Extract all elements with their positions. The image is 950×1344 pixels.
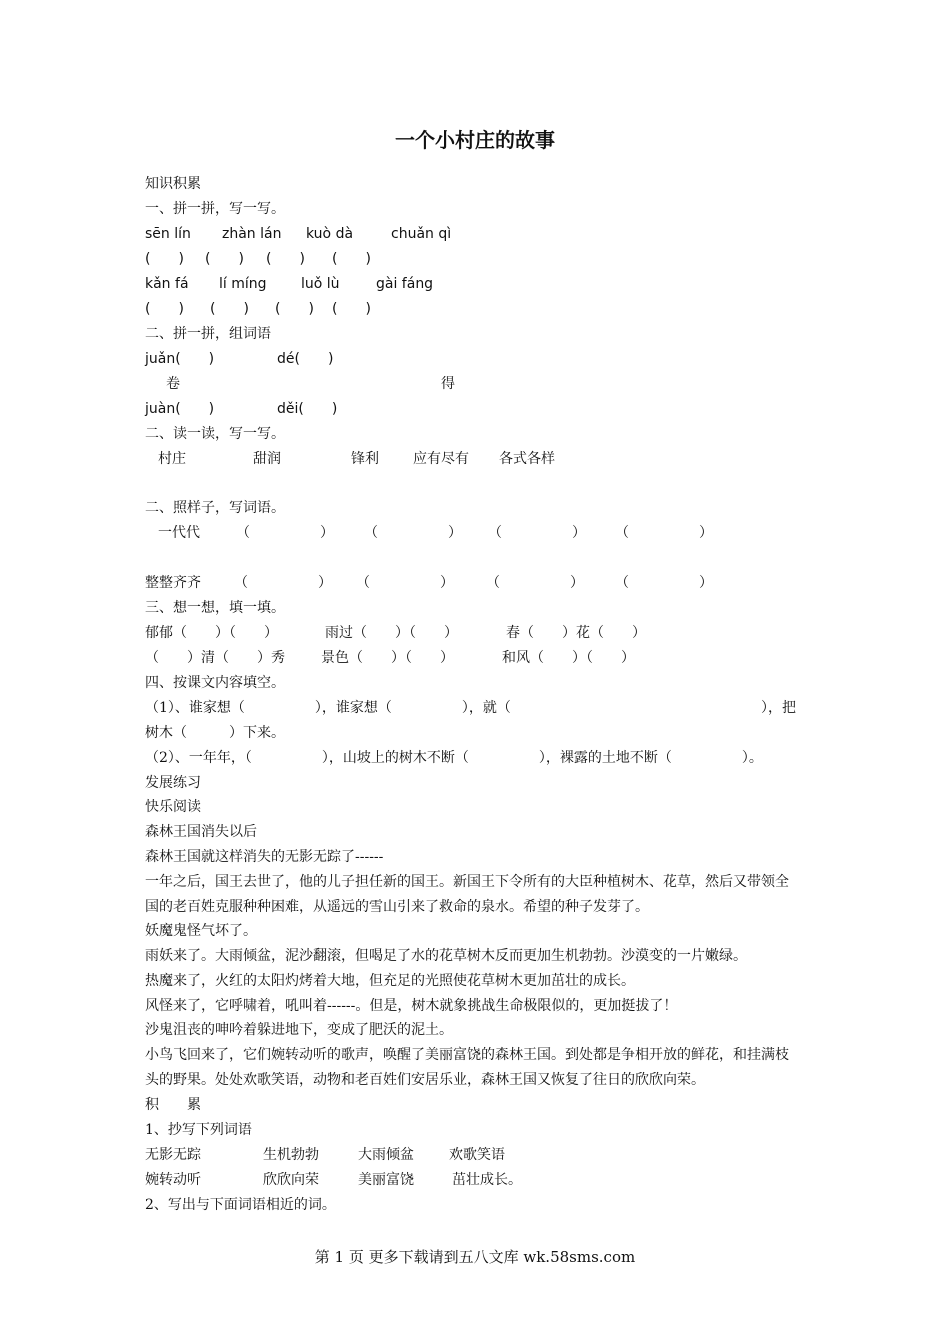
question-heading: 二、拼一拼，组词语	[145, 326, 271, 342]
section-heading: 积 累	[145, 1097, 201, 1113]
reading-paragraph: 热魔来了，火红的太阳灼烤着大地，但充足的光照使花草树木更加茁壮的成长。	[145, 973, 635, 989]
reading-paragraph: 头的野果。处处欢歌笑语，动物和老百姓们安居乐业，森林王国又恢复了往日的欣欣向荣。	[145, 1072, 705, 1088]
character: 卷	[166, 376, 180, 392]
answer-blank: （ ）	[234, 575, 332, 591]
answer-blank: ( )	[266, 251, 305, 267]
answer-blank: （ ）	[615, 525, 713, 541]
word-item: 锋利	[351, 451, 379, 467]
word-item: 村庄	[158, 451, 186, 467]
pinyin-item: sēn lín	[145, 226, 191, 242]
answer-blank: ( )	[210, 301, 249, 317]
word-item: 婉转动听	[145, 1172, 201, 1188]
answer-blank: （ ）	[236, 525, 334, 541]
character: 得	[441, 376, 455, 392]
word-item: 欢歌笑语	[449, 1147, 505, 1163]
section-heading: 快乐阅读	[145, 799, 201, 815]
fill-question-end: ），把	[761, 700, 796, 716]
pinyin-item: kuò dà	[306, 226, 354, 242]
answer-blank: ( )	[205, 251, 244, 267]
pinyin-item: kǎn fá	[145, 276, 189, 292]
question-heading: 二、照样子，写词语。	[145, 500, 285, 516]
pinyin-blank: dé( )	[277, 351, 334, 367]
section-heading: 知识积累	[145, 176, 201, 192]
answer-blank: ( )	[332, 251, 371, 267]
answer-blank: ( )	[275, 301, 314, 317]
reading-paragraph: 小鸟飞回来了，它们婉转动听的歌声，唤醒了美丽富饶的森林王国。到处都是争相开放的鲜花，和挂满枝	[145, 1047, 789, 1063]
answer-blank: （ ）	[488, 525, 586, 541]
document-title: 一个小村庄的故事	[395, 128, 555, 152]
reading-paragraph: 雨妖来了。大雨倾盆，泥沙翻滚，但喝足了水的花草树木反而更加生机勃勃。沙漠变的一片嫩绿。	[145, 948, 747, 964]
answer-blank: （ ）	[364, 525, 462, 541]
section-heading: 发展练习	[145, 775, 201, 791]
reading-paragraph: 一年之后，国王去世了，他的儿子担任新的国王。新国王下令所有的大臣种植树木、花草，然后又带领全	[145, 874, 789, 890]
pinyin-item: chuǎn qì	[391, 226, 452, 242]
question-heading: 2、写出与下面词语相近的词。	[145, 1197, 336, 1213]
fill-item: 和风（ ）（ ）	[502, 650, 635, 666]
fill-item: 雨过（ ）（ ）	[325, 625, 458, 641]
answer-blank: （ ）	[356, 575, 454, 591]
fill-item: 春（ ）花（ ）	[506, 625, 646, 641]
word-item: 生机勃勃	[263, 1147, 319, 1163]
answer-blank: ( )	[332, 301, 371, 317]
fill-item: 郁郁（ ）（ ）	[145, 625, 278, 641]
pinyin-item: zhàn lán	[222, 226, 282, 242]
pinyin-blank: děi( )	[277, 401, 338, 417]
pinyin-item: luǒ lù	[301, 276, 340, 292]
question-heading: 四、按课文内容填空。	[145, 675, 285, 691]
question-heading: 二、读一读，写一写。	[145, 426, 285, 442]
fill-question-continued: 树木（ ）下来。	[145, 725, 285, 741]
page-footer: 第 1 页 更多下载请到五八文库 wk.58sms.com	[314, 1248, 636, 1266]
fill-question: （2）、一年年，（ ），山坡上的树木不断（ ），裸露的土地不断（ ）。	[145, 750, 763, 766]
reading-paragraph: 风怪来了，它呼啸着，吼叫着------。但是，树木就象挑战生命极限似的，更加挺拔了！	[145, 998, 678, 1014]
answer-blank: ( )	[145, 301, 184, 317]
fill-question: （1）、谁家想（ ），谁家想（ ），就（	[145, 700, 511, 716]
pinyin-blank: juǎn( )	[145, 351, 215, 367]
word-item: 大雨倾盆	[358, 1147, 414, 1163]
reading-paragraph: 森林王国就这样消失的无影无踪了------	[145, 849, 384, 865]
word-item: 应有尽有	[413, 451, 469, 467]
word-item: 甜润	[253, 451, 281, 467]
answer-blank: ( )	[145, 251, 184, 267]
reading-paragraph: 国的老百姓克服种种困难，从遥远的雪山引来了救命的泉水。希望的种子发芽了。	[145, 899, 649, 915]
word-item: 各式各样	[499, 451, 555, 467]
pinyin-item: lí míng	[219, 276, 267, 292]
question-heading: 三、想一想，填一填。	[145, 600, 285, 616]
word-item: 茁壮成长。	[452, 1172, 522, 1188]
reading-title: 森林王国消失以后	[145, 824, 257, 840]
pinyin-blank: juàn( )	[145, 401, 215, 417]
pinyin-item: gài fáng	[376, 276, 434, 292]
pattern-word: 一代代	[158, 525, 200, 541]
answer-blank: （ ）	[615, 575, 713, 591]
word-item: 无影无踪	[145, 1147, 201, 1163]
question-heading: 一、拼一拼，写一写。	[145, 201, 285, 217]
reading-paragraph: 沙鬼沮丧的呻吟着躲进地下，变成了肥沃的泥土。	[145, 1022, 453, 1038]
reading-paragraph: 妖魔鬼怪气坏了。	[145, 923, 257, 939]
question-heading: 1、抄写下列词语	[145, 1122, 252, 1138]
word-item: 美丽富饶	[358, 1172, 414, 1188]
word-item: 欣欣向荣	[263, 1172, 319, 1188]
pattern-word: 整整齐齐	[145, 575, 201, 591]
fill-item: 景色（ ）（ ）	[321, 650, 454, 666]
fill-item: （ ）清（ ）秀	[145, 650, 285, 666]
answer-blank: （ ）	[486, 575, 584, 591]
